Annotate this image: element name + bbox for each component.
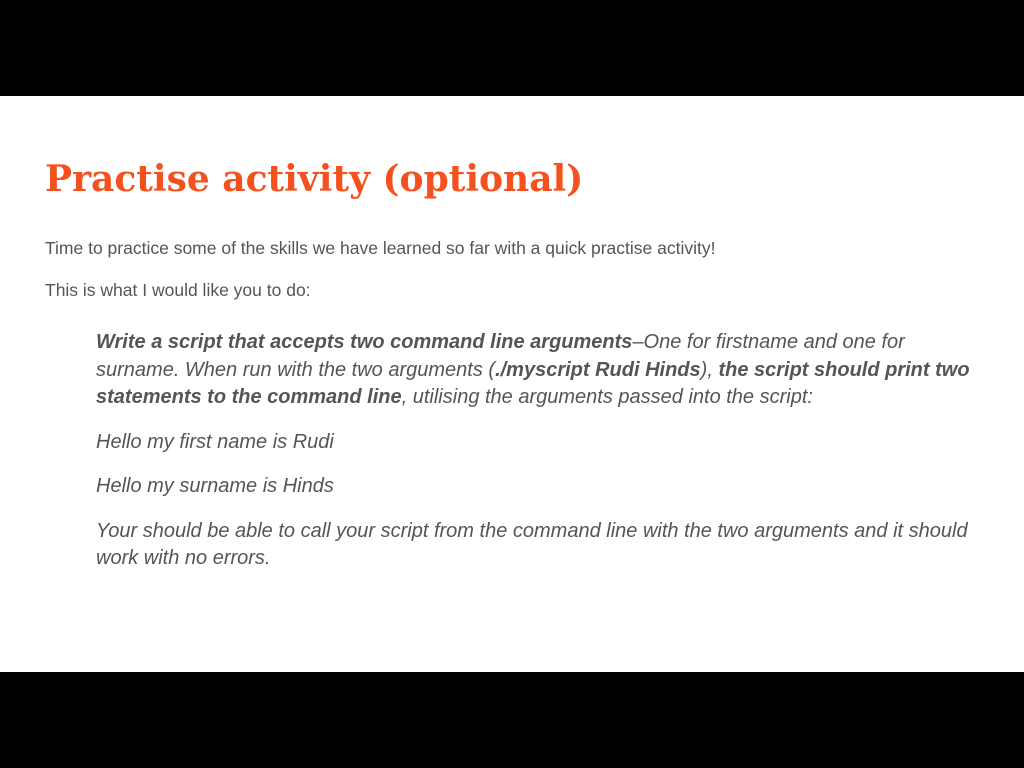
task-description [96, 329, 986, 412]
task-requirement-bold: Write a script that accepts two command line arguments [96, 331, 633, 353]
task-output-requirement-bold: the script should print two statements to the command line [96, 358, 970, 408]
letterbox-bottom [0, 672, 1024, 768]
instruction-paragraph: This is what I would like you to do: [45, 280, 311, 300]
task-text-3: , utilising the arguments passed into the script: [401, 386, 813, 408]
task-blockquote [96, 329, 986, 573]
task-text-2: ), [700, 358, 719, 381]
example-output-line-2: Hello my surname is Hinds [96, 475, 334, 497]
intro-paragraph: Time to practice some of the skills we have learned so far with a quick practise activity! [45, 238, 716, 258]
slide [0, 96, 1024, 672]
closing-note: Your should be able to call your script from the command line with the two arguments and it should work with no errors. [96, 519, 968, 569]
letterbox-top [0, 0, 1024, 96]
example-command: ./myscript Rudi Hinds [495, 358, 701, 381]
example-output-line-1: Hello my first name is Rudi [96, 430, 334, 453]
slide-title: Practise activity (optional) [45, 158, 584, 200]
task-text-1: –One for firstname and one for surname. When run with the two arguments ( [96, 331, 905, 381]
